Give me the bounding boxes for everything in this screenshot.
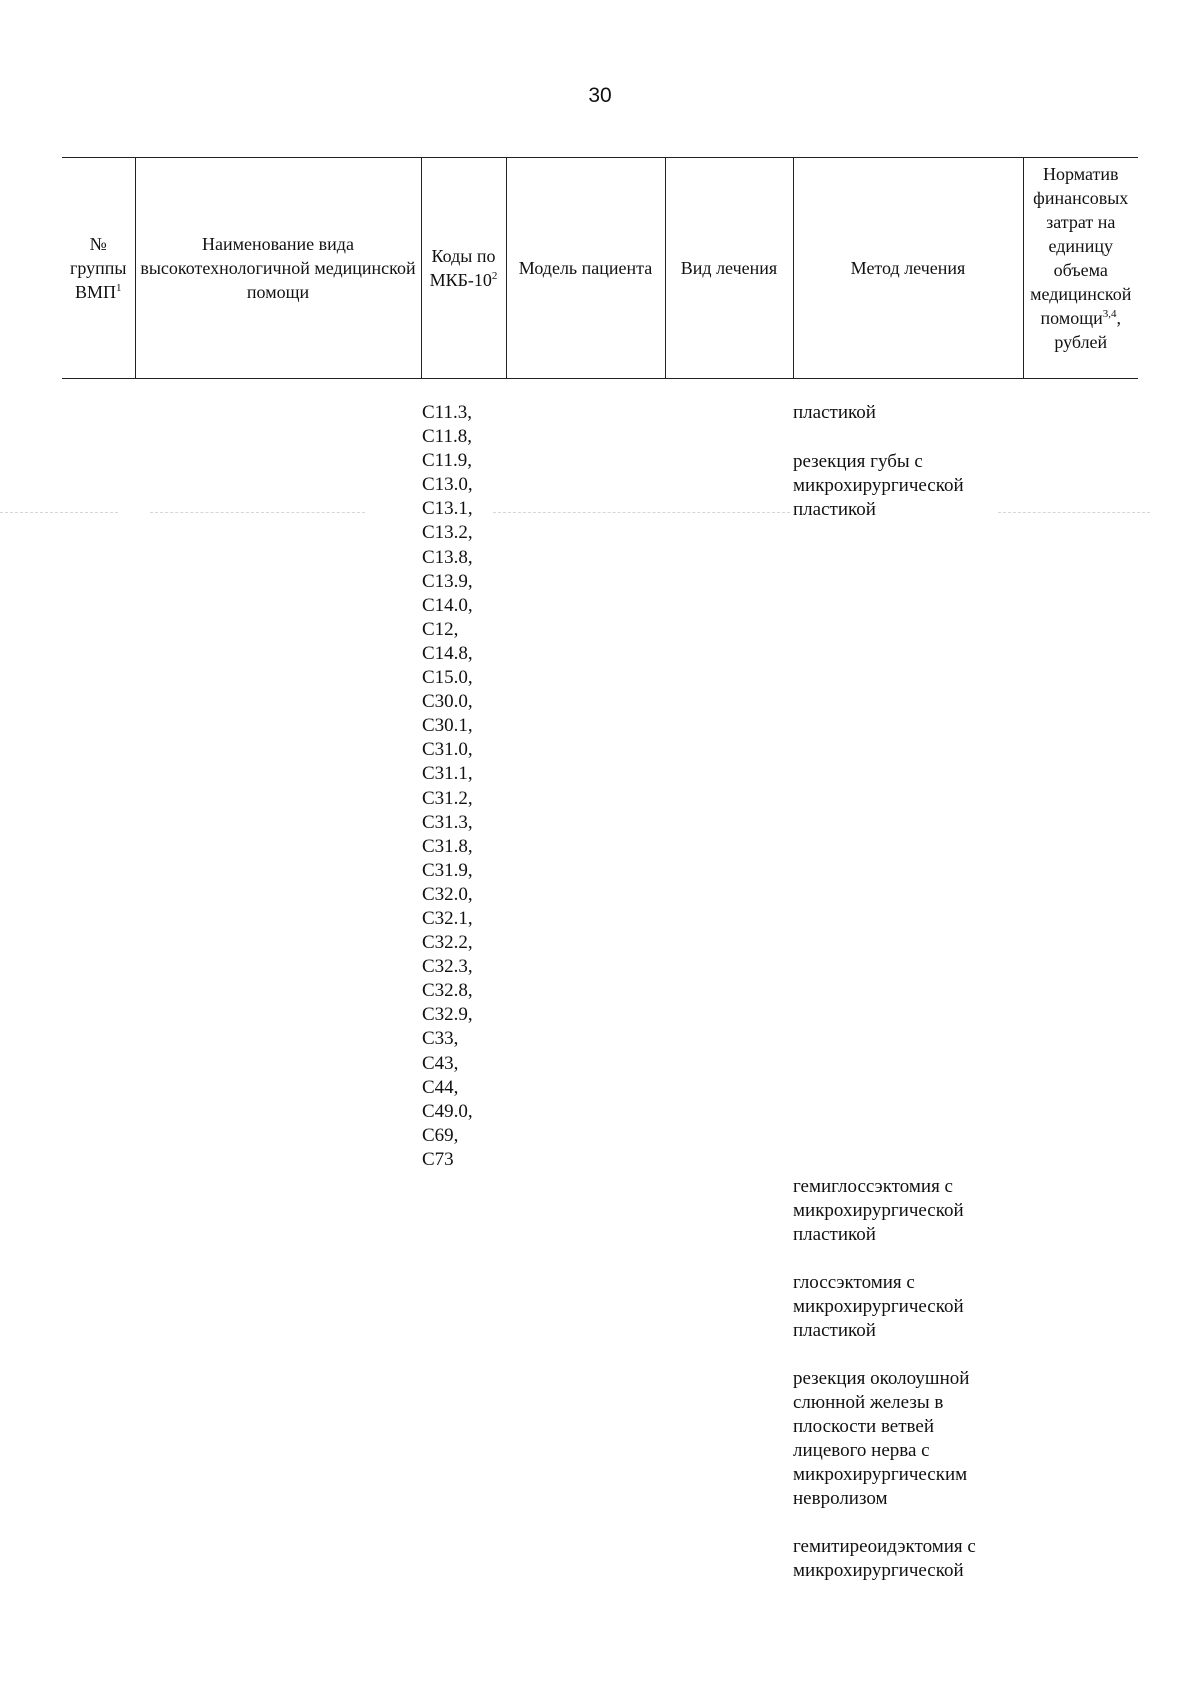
column-header-patient-model: Модель пациента xyxy=(506,158,665,379)
icd-code: C13.8, xyxy=(422,546,473,568)
icd-code: C13.9, xyxy=(422,570,473,592)
icd-code: C44, xyxy=(422,1076,459,1098)
icd-code: C43, xyxy=(422,1052,459,1074)
icd-code: C32.3, xyxy=(422,956,473,978)
column-header-icd-codes: Коды по МКБ-$10^2$ xyxy=(421,158,506,379)
icd-code: C11.8, xyxy=(422,426,472,448)
faint-scan-line xyxy=(0,512,118,513)
column-header-cost-standard: Норматив финансовых затрат на единицу объема медицинской помощи$^{3,4}$, рублей xyxy=(1023,158,1138,379)
icd-code: C13.0, xyxy=(422,474,473,496)
icd-code: C32.2, xyxy=(422,932,473,954)
icd-code: C31.0, xyxy=(422,739,473,761)
icd-code: C31.3, xyxy=(422,811,473,833)
faint-scan-line xyxy=(493,512,790,513)
icd-code: C73 xyxy=(422,1148,454,1170)
icd-code: C30.1, xyxy=(422,715,473,737)
column-header-group-number: № группы ВМП$^1$ xyxy=(62,158,135,379)
icd-code: C32.1, xyxy=(422,907,473,929)
icd-code: C12, xyxy=(422,618,459,640)
icd-code: C69, xyxy=(422,1124,459,1146)
icd-code: C11.3, xyxy=(422,402,472,423)
column-header-treatment-type: Вид лечения xyxy=(665,158,793,379)
icd-code: C14.8, xyxy=(422,642,473,664)
icd-code: C13.1, xyxy=(422,498,473,520)
icd-code: C31.9, xyxy=(422,859,473,881)
treatment-method: гемитиреоидэктомия с микрохирургической xyxy=(793,1536,976,1581)
table-header xyxy=(62,157,1138,379)
icd-code-list xyxy=(422,401,473,1172)
icd-code: C13.2, xyxy=(422,522,473,544)
treatment-method: резекция околоушной слюнной железы в плоскости ветвей лицевого нерва с микрохирургическим невролизом xyxy=(793,1368,970,1509)
icd-code: C49.0, xyxy=(422,1100,473,1122)
page-number: 30 xyxy=(588,84,612,107)
treatment-method: глоссэктомия с микрохирургической пластикой xyxy=(793,1272,964,1341)
treatment-method: резекция губы с микрохирургической пластикой xyxy=(793,451,964,520)
icd-code: C33, xyxy=(422,1028,459,1050)
icd-code: C30.0, xyxy=(422,691,473,713)
faint-scan-line xyxy=(998,512,1150,513)
treatment-method: гемиглоссэктомия с микрохирургической пластикой xyxy=(793,1176,964,1245)
icd-code: C32.9, xyxy=(422,1004,473,1026)
icd-code: C14.0, xyxy=(422,594,473,616)
faint-scan-line xyxy=(150,512,365,513)
icd-code: C32.8, xyxy=(422,980,473,1002)
icd-code: C31.2, xyxy=(422,787,473,809)
icd-code: C15.0, xyxy=(422,667,473,689)
column-header-care-type: Наименование вида высокотехнологичной медицинской помощи xyxy=(135,158,421,379)
column-header-treatment-method: Метод лечения xyxy=(793,158,1023,379)
icd-code: C31.1, xyxy=(422,763,473,785)
treatment-method: пластикой xyxy=(793,402,876,423)
icd-code: C11.9, xyxy=(422,450,472,472)
icd-code: C31.8, xyxy=(422,835,473,857)
icd-code: C32.0, xyxy=(422,883,473,905)
